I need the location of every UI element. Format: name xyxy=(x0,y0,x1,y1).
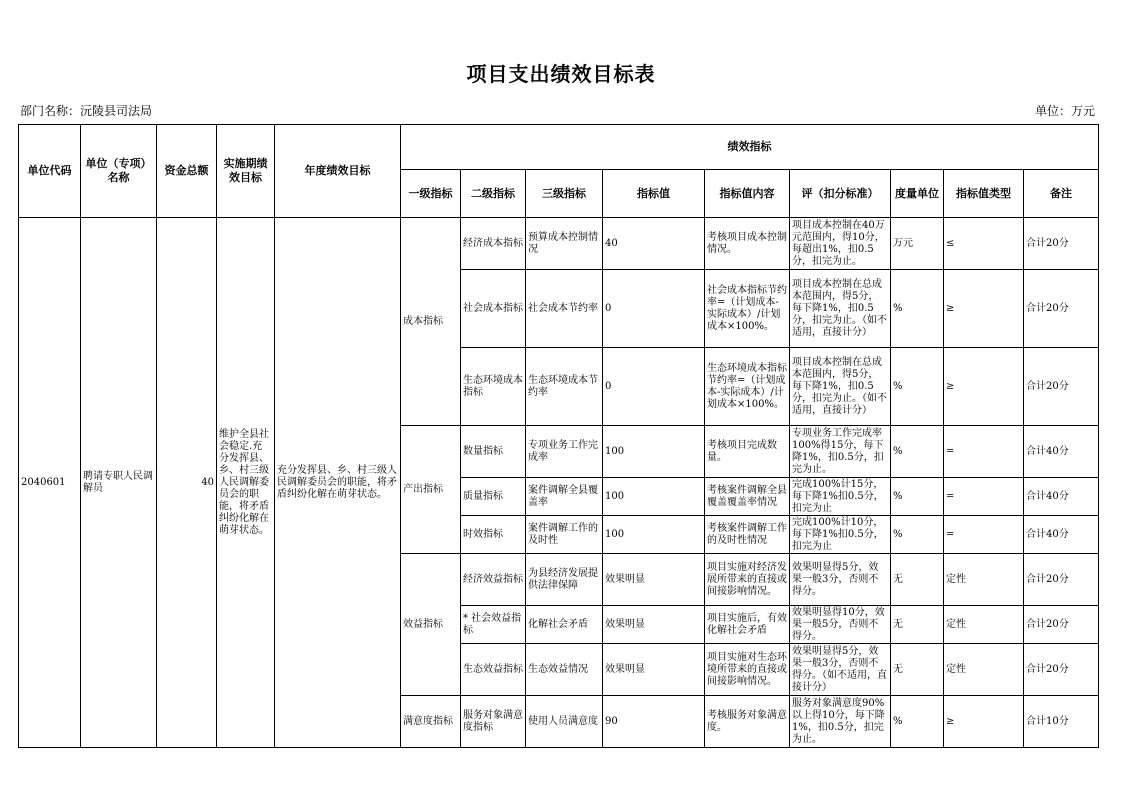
measure-unit: 无 xyxy=(891,606,944,644)
group-cost: 成本指标 xyxy=(401,218,461,426)
indicator-value: 100 xyxy=(603,478,705,516)
l3-indicator: 预算成本控制情况 xyxy=(526,218,603,270)
header-annual-goal: 年度绩效目标 xyxy=(275,125,401,218)
group-benefit: 效益指标 xyxy=(401,554,461,696)
currency-unit: 单位：万元 xyxy=(1034,104,1095,118)
value-type: ≥ xyxy=(944,696,1024,748)
header-value: 指标值 xyxy=(603,170,705,218)
header-remark: 备注 xyxy=(1024,170,1099,218)
page-title: 项目支出绩效目标表 xyxy=(466,62,656,86)
remark: 合计10分 xyxy=(1024,696,1099,748)
measure-unit: % xyxy=(891,516,944,554)
measure-unit: % xyxy=(891,270,944,348)
header-name: 单位（专项）名称 xyxy=(81,125,157,218)
scoring-standard: 完成100%计15分，每下降1%扣0.5分，扣完为止 xyxy=(790,478,891,516)
indicator-content: 项目实施后，有效化解社会矛盾 xyxy=(705,606,790,644)
indicator-value: 0 xyxy=(603,348,705,426)
l2-indicator: 生态环境成本指标 xyxy=(461,348,526,426)
value-type: ≤ xyxy=(944,218,1024,270)
scoring-standard: 效果明显得5分，效果一般3分，否则不得分。（如不适用，直接计分） xyxy=(790,644,891,696)
value-type: ≥ xyxy=(944,348,1024,426)
header-score: 评（扣分标准） xyxy=(790,170,891,218)
scoring-standard: 效果明显得5分，效果一般3分，否则不得分。 xyxy=(790,554,891,606)
value-type: = xyxy=(944,426,1024,478)
indicator-value: 90 xyxy=(603,696,705,748)
fund-total: 40 xyxy=(157,218,217,748)
performance-target-table xyxy=(18,124,1099,748)
indicator-content: 考核案件调解工作的及时性情况 xyxy=(705,516,790,554)
header-period-goal: 实施期绩效目标 xyxy=(217,125,275,218)
l3-indicator: 案件调解全县覆盖率 xyxy=(526,478,603,516)
l2-indicator: 经济成本指标 xyxy=(461,218,526,270)
indicator-value: 效果明显 xyxy=(603,606,705,644)
header-measure: 度量单位 xyxy=(891,170,944,218)
measure-unit: % xyxy=(891,696,944,748)
header-l3: 三级指标 xyxy=(526,170,603,218)
indicator-value: 100 xyxy=(603,516,705,554)
l3-indicator: 为县经济发展提供法律保障 xyxy=(526,554,603,606)
indicator-content: 考核案件调解全县覆盖覆盖率情况 xyxy=(705,478,790,516)
header-l2: 二级指标 xyxy=(461,170,526,218)
remark: 合计20分 xyxy=(1024,218,1099,270)
period-goal: 维护全县社会稳定.充分发挥县、乡、村三级人民调解委员会的职能，将矛盾纠纷化解在萌芽状态。 xyxy=(217,218,275,748)
scoring-standard: 专项业务工作完成率100%得15分，每下降1%，扣0.5分，扣完为止。 xyxy=(790,426,891,478)
measure-unit: % xyxy=(891,348,944,426)
value-type: = xyxy=(944,478,1024,516)
unit-name: 聘请专职人民调解员 xyxy=(81,218,157,748)
remark: 合计20分 xyxy=(1024,606,1099,644)
annual-goal: 充分发挥县、乡、村三级人民调解委员会的职能，将矛盾纠纷化解在萌芽状态。 xyxy=(275,218,401,748)
remark: 合计40分 xyxy=(1024,478,1099,516)
header-total: 资金总额 xyxy=(157,125,217,218)
remark: 合计40分 xyxy=(1024,516,1099,554)
l3-indicator: 生态环境成本节约率 xyxy=(526,348,603,426)
group-satisfaction: 满意度指标 xyxy=(401,696,461,748)
header-type: 指标值类型 xyxy=(944,170,1024,218)
l2-indicator: 数量指标 xyxy=(461,426,526,478)
measure-unit: 无 xyxy=(891,644,944,696)
header-content: 指标值内容 xyxy=(705,170,790,218)
l2-indicator: 时效指标 xyxy=(461,516,526,554)
scoring-standard: 项目成本控制在40万元范围内，得10分，每超出1%，扣0.5分，扣完为止。 xyxy=(790,218,891,270)
l2-indicator: 生态效益指标 xyxy=(461,644,526,696)
scoring-standard: 完成100%计10分，每下降1%扣0.5分，扣完为止 xyxy=(790,516,891,554)
unit-code: 2040601 xyxy=(19,218,81,748)
remark: 合计20分 xyxy=(1024,348,1099,426)
indicator-content: 项目实施对生态环境所带来的直接或间接影响情况。 xyxy=(705,644,790,696)
indicator-content: 社会成本指标节约率=（计划成本-实际成本）/计划成本×100%。 xyxy=(705,270,790,348)
l2-indicator: 社会成本指标 xyxy=(461,270,526,348)
l3-indicator: 社会成本节约率 xyxy=(526,270,603,348)
value-type: ≥ xyxy=(944,270,1024,348)
indicator-value: 0 xyxy=(603,270,705,348)
indicator-content: 考核项目成本控制情况。 xyxy=(705,218,790,270)
value-type: 定性 xyxy=(944,554,1024,606)
value-type: = xyxy=(944,516,1024,554)
table-row xyxy=(19,218,1099,270)
indicator-value: 效果明显 xyxy=(603,554,705,606)
indicator-content: 生态环境成本指标节约率=（计划成本-实际成本）/计划成本×100%。 xyxy=(705,348,790,426)
indicator-content: 项目实施对经济发展所带来的直接或间接影响情况。 xyxy=(705,554,790,606)
l2-indicator: * 社会效益指标 xyxy=(461,606,526,644)
indicator-value: 100 xyxy=(603,426,705,478)
l3-indicator: 化解社会矛盾 xyxy=(526,606,603,644)
l3-indicator: 使用人员满意度 xyxy=(526,696,603,748)
scoring-standard: 服务对象满意度90%以上得10分，每下降1%，扣0.5分，扣完为止。 xyxy=(790,696,891,748)
l2-indicator: 经济效益指标 xyxy=(461,554,526,606)
value-type: 定性 xyxy=(944,644,1024,696)
scoring-standard: 项目成本控制在总成本范围内，得5分，每下降1%，扣0.5分，扣完为止。（如不适用，直接计分） xyxy=(790,270,891,348)
l3-indicator: 专项业务工作完成率 xyxy=(526,426,603,478)
remark: 合计20分 xyxy=(1024,554,1099,606)
measure-unit: 万元 xyxy=(891,218,944,270)
indicator-content: 考核服务对象满意度。 xyxy=(705,696,790,748)
measure-unit: % xyxy=(891,426,944,478)
l2-indicator: 质量指标 xyxy=(461,478,526,516)
scoring-standard: 项目成本控制在总成本范围内，得5分，每下降1%，扣0.5分，扣完为止。（如不适用，直接计分） xyxy=(790,348,891,426)
header-code: 单位代码 xyxy=(19,125,81,218)
indicator-value: 40 xyxy=(603,218,705,270)
remark: 合计20分 xyxy=(1024,270,1099,348)
scoring-standard: 效果明显得10分，效果一般5分，否则不得分。 xyxy=(790,606,891,644)
value-type: 定性 xyxy=(944,606,1024,644)
header-l1: 一级指标 xyxy=(401,170,461,218)
measure-unit: 无 xyxy=(891,554,944,606)
remark: 合计40分 xyxy=(1024,426,1099,478)
department-name: 部门名称：沅陵县司法局 xyxy=(20,104,153,118)
l3-indicator: 案件调解工作的及时性 xyxy=(526,516,603,554)
indicator-content: 考核项目完成数量。 xyxy=(705,426,790,478)
group-output: 产出指标 xyxy=(401,426,461,554)
l3-indicator: 生态效益情况 xyxy=(526,644,603,696)
remark: 合计20分 xyxy=(1024,644,1099,696)
indicator-value: 效果明显 xyxy=(603,644,705,696)
header-performance: 绩效指标 xyxy=(401,125,1099,170)
l2-indicator: 服务对象满意度指标 xyxy=(461,696,526,748)
measure-unit: % xyxy=(891,478,944,516)
